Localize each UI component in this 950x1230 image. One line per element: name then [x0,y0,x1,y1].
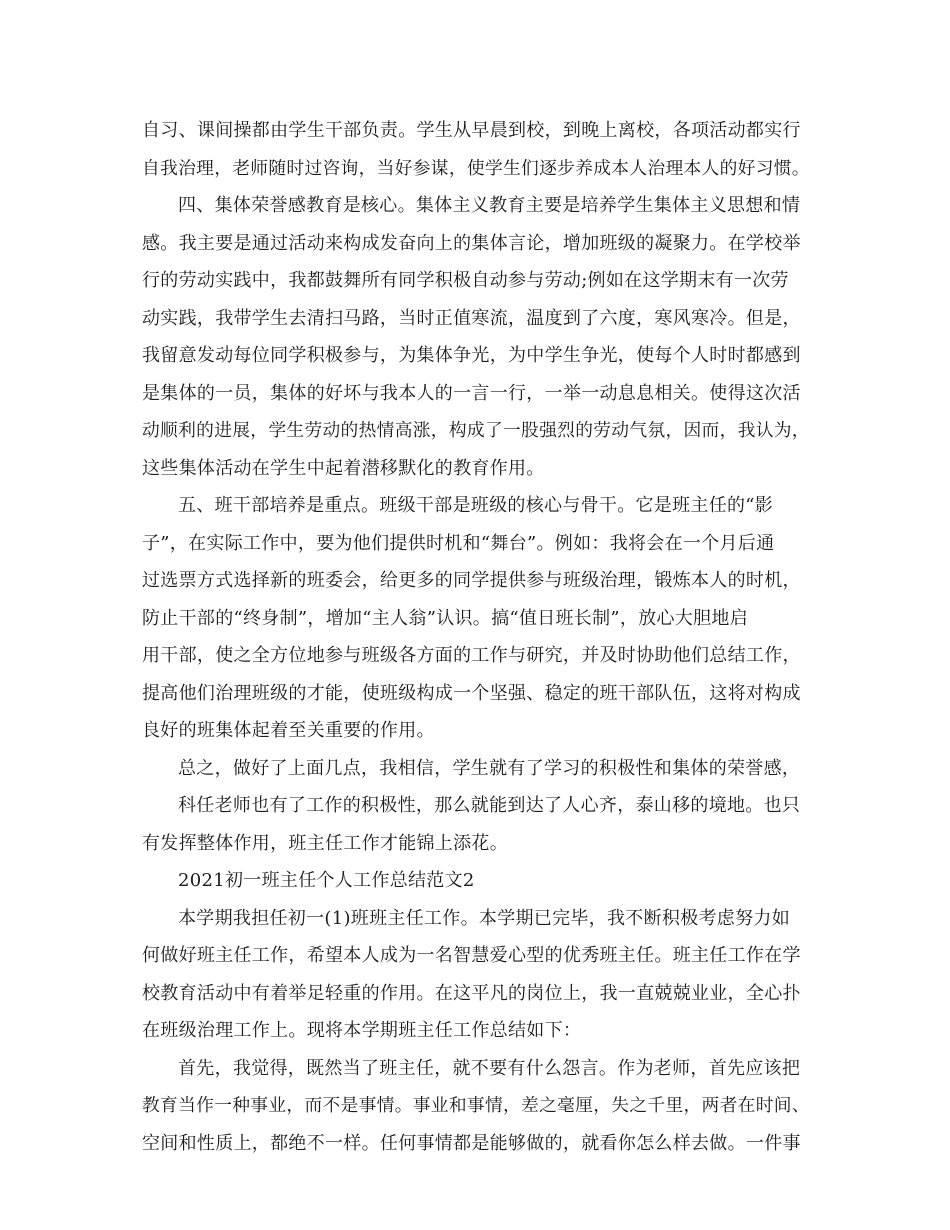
text-line: 提高他们治理班级的才能，使班级构成一个坚强、稳定的班干部队伍，这将对构成 [142,683,801,704]
text-line: 良好的班集体起着至关重要的作用。 [142,720,435,741]
text-line: 何做好班主任工作，希望本人成为一名智慧爱心型的优秀班主任。班主任工作在学 [142,945,801,966]
text-line: 在班级治理工作上。现将本学期班主任工作总结如下： [142,1020,582,1041]
text-line: 有发挥整体作用，班主任工作才能锦上添花。 [142,833,508,854]
text-line: 动实践，我带学生去清扫马路，当时正值寒流，温度到了六度，寒风寒冷。但是， [142,308,801,329]
text-line: 空间和性质上，都绝不一样。任何事情都是能够做的，就看你怎么样去做。一件事 [142,1133,801,1154]
text-line: 行的劳动实践中，我都鼓舞所有同学积极自动参与劳动;例如在这学期末有一次劳 [142,270,789,291]
text-line: 五、班干部培养是重点。班级干部是班级的核心与骨干。它是班主任的“影 [178,495,774,516]
text-line: 这些集体活动在学生中起着潜移默化的教育作用。 [142,458,545,479]
text-line: 动顺利的进展，学生劳动的热情高涨，构成了一股强烈的劳动气氛，因而，我认为， [142,421,810,441]
text-line: 本学期我担任初一(1)班班主任工作。本学期已完毕，我不断积极考虑努力如 [178,908,790,929]
text-line: 是集体的一员，集体的好坏与我本人的一言一行，一举一动息息相关。使得这次活 [142,383,801,404]
text-line: 教育当作一种事业，而不是事情。事业和事情，差之毫厘，失之千里，两者在时间、 [142,1096,810,1116]
text-line: 用干部，使之全方位地参与班级各方面的工作与研究，并及时协助他们总结工作， [142,645,801,666]
section-heading: 2021初一班主任个人工作总结范文2 [178,870,475,891]
text-line: 感。我主要是通过活动来构成发奋向上的集体言论，增加班级的凝聚力。在学校举 [142,233,801,254]
text-line: 我留意发动每位同学积极参与，为集体争光，为中学生争光，使每个人时时都感到 [142,345,801,366]
text-line: 总之，做好了上面几点，我相信，学生就有了学习的积极性和集体的荣誉感， [178,758,801,779]
text-line: 自我治理，老师随时过咨询，当好参谋，使学生们逐步养成本人治理本人的好习惯。 [142,159,810,179]
text-line: 科任老师也有了工作的积极性，那么就能到达了人心齐，泰山移的境地。也只 [178,795,801,816]
text-line: 首先，我觉得，既然当了班主任，就不要有什么怨言。作为老师，首先应该把 [178,1058,801,1079]
text-line: 四、集体荣誉感教育是核心。集体主义教育主要是培养学生集体主义思想和情 [178,195,801,216]
text-line: 过选票方式选择新的班委会，给更多的同学提供参与班级治理，锻炼本人的时机， [142,570,801,591]
text-line: 子”，在实际工作中，要为他们提供时机和“舞台”。例如：我将会在一个月后通 [142,533,775,554]
text-line: 校教育活动中有着举足轻重的作用。在这平凡的岗位上，我一直兢兢业业，全心扑 [142,983,801,1004]
text-line: 自习、课间操都由学生干部负责。学生从早晨到校，到晚上离校，各项活动都实行 [142,120,801,141]
text-line: 防止干部的“终身制”，增加“主人翁”认识。搞“值日班长制”，放心大胆地启 [142,608,749,629]
